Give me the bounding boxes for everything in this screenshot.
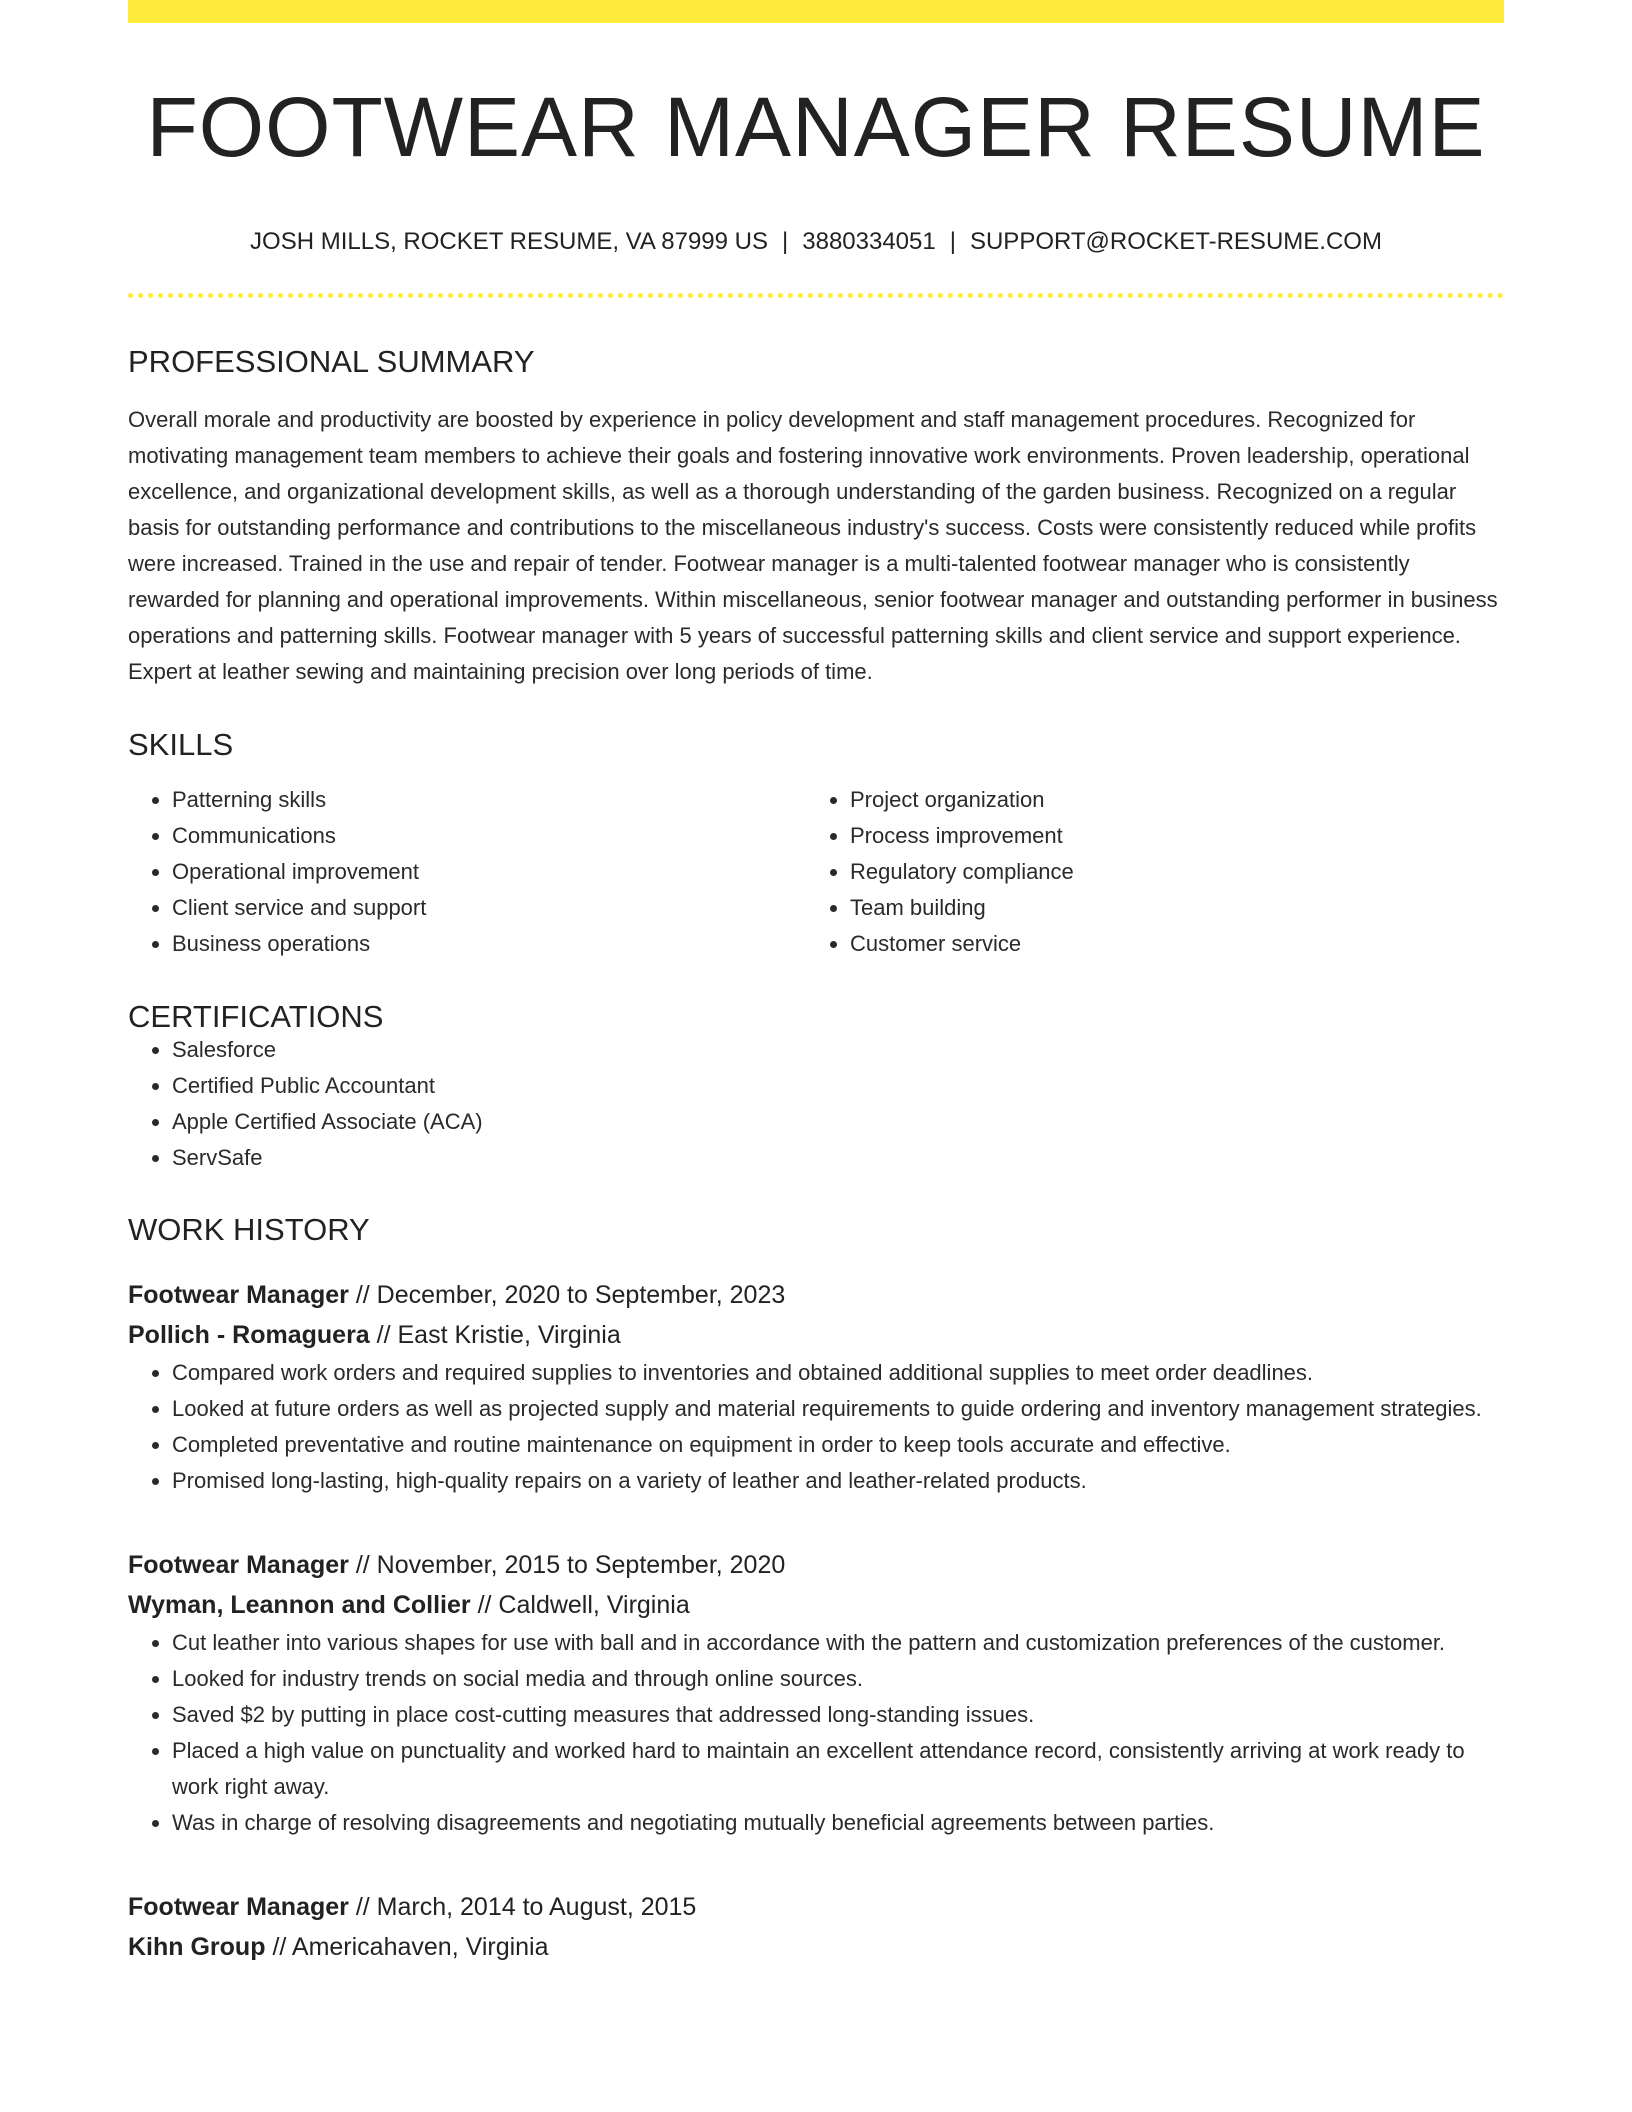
summary-heading: PROFESSIONAL SUMMARY [128,344,535,379]
certifications-heading: CERTIFICATIONS [128,999,384,1034]
skills-heading: SKILLS [128,727,234,762]
skill-item: • Operational improvement [172,854,806,890]
dotted-divider [128,293,1504,298]
skill-item: • Regulatory compliance [850,854,1484,890]
skill-item: • Communications [172,818,806,854]
job-entry [128,1275,1504,1499]
job-company: Wyman, Leannon and Collier [128,1591,471,1619]
skills-grid [128,782,1504,962]
job-duty: • Placed a high value on punctuality and worked hard to maintain an excellent attendance record, consistently arriving at work ready to work right away. [172,1733,1504,1805]
job-title: Footwear Manager [128,1893,349,1921]
job-location: // East Kristie, Virginia [376,1321,621,1349]
job-company: Kihn Group [128,1933,266,1961]
resume-title: FOOTWEAR MANAGER RESUME [146,80,1486,174]
certification-item: • Certified Public Accountant [172,1068,1504,1104]
contact-email: SUPPORT@ROCKET-RESUME.COM [969,228,1382,255]
certifications-list [128,1032,1504,1176]
job-location: // Caldwell, Virginia [477,1591,690,1619]
certification-item: • Salesforce [172,1032,1504,1068]
job-duty: • Was in charge of resolving disagreements and negotiating mutually beneficial agreements between parties. [172,1805,1504,1841]
contact-address: JOSH MILLS, ROCKET RESUME, VA 87999 US [250,228,769,255]
certification-item: • ServSafe [172,1140,1504,1176]
job-duty: • Looked at future orders as well as projected supply and material requirements to guide ordering and inventory management strategies. [172,1391,1504,1427]
contact-line [128,230,1504,254]
job-title-line [128,1275,1504,1315]
skill-item: • Project organization [850,782,1484,818]
skill-item: • Process improvement [850,818,1484,854]
contact-separator: | [949,228,956,255]
skill-item: • Customer service [850,926,1484,962]
job-duty: • Compared work orders and required supplies to inventories and obtained additional supplies to meet order deadlines. [172,1355,1504,1391]
contact-separator: | [782,228,789,255]
job-company-line [128,1927,1504,1967]
skill-item: • Client service and support [172,890,806,926]
contact-phone: 3880334051 [802,228,936,255]
certification-item: • Apple Certified Associate (ACA) [172,1104,1504,1140]
job-title-line [128,1887,1504,1927]
job-duty: • Completed preventative and routine maintenance on equipment in order to keep tools accurate and effective. [172,1427,1504,1463]
skills-list-left [128,782,806,962]
job-entry [128,1887,1504,1967]
job-dates: // March, 2014 to August, 2015 [355,1893,697,1921]
job-title: Footwear Manager [128,1281,349,1309]
work-history-heading: WORK HISTORY [128,1212,370,1247]
skill-item: • Business operations [172,926,806,962]
job-company-line [128,1585,1504,1625]
job-entry [128,1545,1504,1841]
resume-page [128,0,1504,1967]
job-dates: // December, 2020 to September, 2023 [355,1281,786,1309]
job-title-line [128,1545,1504,1585]
job-company: Pollich - Romaguera [128,1321,370,1349]
job-duty: • Saved $2 by putting in place cost-cutting measures that addressed long-standing issues. [172,1697,1504,1733]
job-dates: // November, 2015 to September, 2020 [355,1551,786,1579]
skill-item: • Team building [850,890,1484,926]
accent-top-bar [128,0,1504,23]
job-duty: • Promised long-lasting, high-quality repairs on a variety of leather and leather-related products. [172,1463,1504,1499]
job-duty: • Cut leather into various shapes for use with ball and in accordance with the pattern and customization preferences of the customer. [172,1625,1504,1661]
summary-text: Overall morale and productivity are boosted by experience in policy development and staff management procedures. Recognized for motivating management team members to achieve their goals and fostering innovative work environments. Proven leadership, operational excellence, and organizational development skills, as well as a thorough understanding of the garden business. Recognized on a regular basis for outstanding performance and contributions to the miscellaneous industry's success. Costs were consistently reduced while profits were increased. Trained in the use and repair of tender. Footwear manager is a multi-talented footwear manager who is consistently rewarded for planning and operational improvements. Within miscellaneous, senior footwear manager and outstanding performer in business operations and patterning skills. Footwear manager with 5 years of successful patterning skills and client service and support experience. Expert at leather sewing and maintaining precision over long periods of time. [128,407,1498,684]
skill-item: • Patterning skills [172,782,806,818]
skills-list-right [806,782,1484,962]
job-duties-list [128,1625,1504,1841]
job-location: // Americahaven, Virginia [272,1933,549,1961]
job-title: Footwear Manager [128,1551,349,1579]
job-duties-list [128,1355,1504,1499]
job-company-line [128,1315,1504,1355]
job-duty: • Looked for industry trends on social media and through online sources. [172,1661,1504,1697]
